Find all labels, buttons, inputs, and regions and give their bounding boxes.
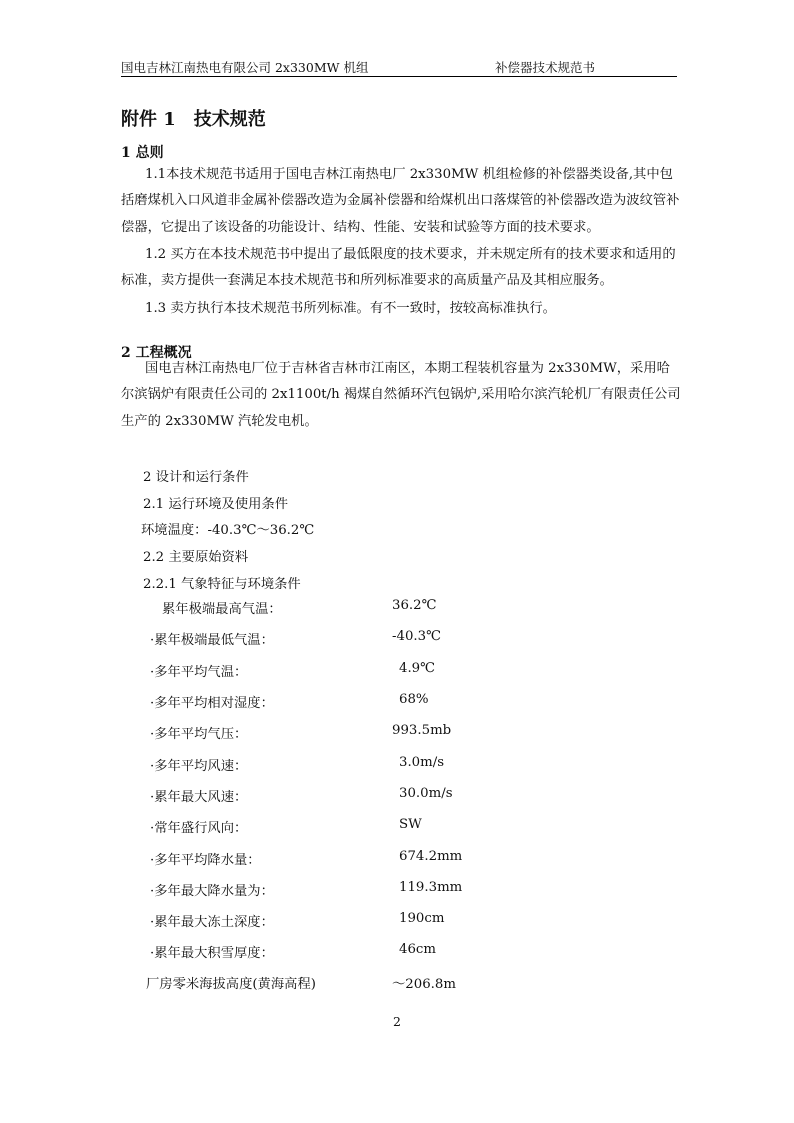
paragraph-1-2 <box>121 242 681 295</box>
climate-value: 993.5mb <box>392 723 452 738</box>
climate-label: ·累年最大风速： <box>150 790 248 805</box>
climate-heading: 2.2.1 气象特征与环境条件 <box>143 577 301 592</box>
climate-value: ～206.8m <box>392 977 456 992</box>
climate-value: 30.0m/s <box>399 786 453 801</box>
attachment-title-text: 技术规范 <box>193 109 266 130</box>
climate-label: ·多年最大降水量为： <box>150 884 274 899</box>
climate-value: 119.3mm <box>399 880 463 895</box>
header-company: 国电吉林江南热电有限公司 2x330MW 机组 <box>121 60 369 75</box>
attachment-title <box>121 105 266 131</box>
paragraph-1-3-text: 1.3 卖方执行本技术规范书所列标准。有不一致时，按较高标准执行。 <box>145 301 556 316</box>
climate-value: 674.2mm <box>399 849 463 864</box>
climate-value: 190cm <box>399 911 445 926</box>
paragraph-1-3 <box>121 296 681 322</box>
main-data-heading: 2.2 主要原始资料 <box>143 550 249 565</box>
climate-value: 4.9℃ <box>399 661 436 676</box>
climate-label: 厂房零米海拔高度(黄海高程) <box>146 977 316 992</box>
climate-label: ·多年平均相对湿度： <box>150 696 274 711</box>
climate-value: SW <box>399 817 422 832</box>
climate-label: ·多年平均降水量： <box>150 853 261 868</box>
climate-label: ·累年极端最低气温： <box>150 633 274 648</box>
climate-value: -40.3℃ <box>392 629 441 644</box>
climate-label: ·多年平均气温： <box>150 665 248 680</box>
climate-label: 累年极端最高气温： <box>162 602 282 617</box>
design-conditions-heading: 2 设计和运行条件 <box>143 470 249 485</box>
climate-label: ·多年平均气压： <box>150 727 248 742</box>
paragraph-1-2-text: 1.2 买方在本技术规范书中提出了最低限度的技术要求，并未规定所有的技术要求和适用的标准，卖方提供一套满足本技术规范书和所列标准要求的高质量产品及其相应服务。 <box>121 247 676 289</box>
climate-label: ·累年最大冻土深度： <box>150 915 274 930</box>
paragraph-2-overview-text: 国电吉林江南热电厂位于吉林省吉林市江南区，本期工程装机容量为 2x330MW，采用哈尔滨锅炉有限责任公司的 2x1100t/h 褐煤自然循环汽包锅炉,采用哈尔滨汽轮机厂有限责任公司生产的 2x330MW 汽轮发电机。 <box>121 361 681 429</box>
climate-label: ·多年平均风速： <box>150 759 248 774</box>
climate-label: ·常年盛行风向： <box>150 821 248 836</box>
climate-label: ·累年最大积雪厚度： <box>150 946 274 961</box>
climate-value: 3.0m/s <box>399 755 445 770</box>
paragraph-1-1 <box>121 162 681 241</box>
operating-environment-heading: 2.1 运行环境及使用条件 <box>143 497 289 512</box>
section-1-heading: 1 总则 <box>121 145 164 161</box>
header-doc-title: 补偿器技术规范书 <box>495 60 596 75</box>
ambient-temperature: 环境温度：-40.3℃～36.2℃ <box>141 523 315 538</box>
page-number: 2 <box>393 1014 401 1029</box>
climate-value: 46cm <box>399 942 436 957</box>
section-2-heading: 2 工程概况 <box>121 345 192 361</box>
paragraph-2-overview <box>121 356 681 435</box>
climate-value: 36.2℃ <box>392 598 437 613</box>
paragraph-1-1-text: 1.1本技术规范书适用于国电吉林江南热电厂 2x330MW 机组检修的补偿器类设备,其中包括磨煤机入口风道非金属补偿器改造为金属补偿器和给煤机出口落煤管的补偿器改造为波纹管补偿器，它提出了该设备的功能设计、结构、性能、安装和试验等方面的技术要求。 <box>121 167 680 235</box>
climate-value: 68% <box>399 692 429 707</box>
page-header <box>121 56 677 77</box>
attachment-number: 附件 1 <box>121 109 176 130</box>
